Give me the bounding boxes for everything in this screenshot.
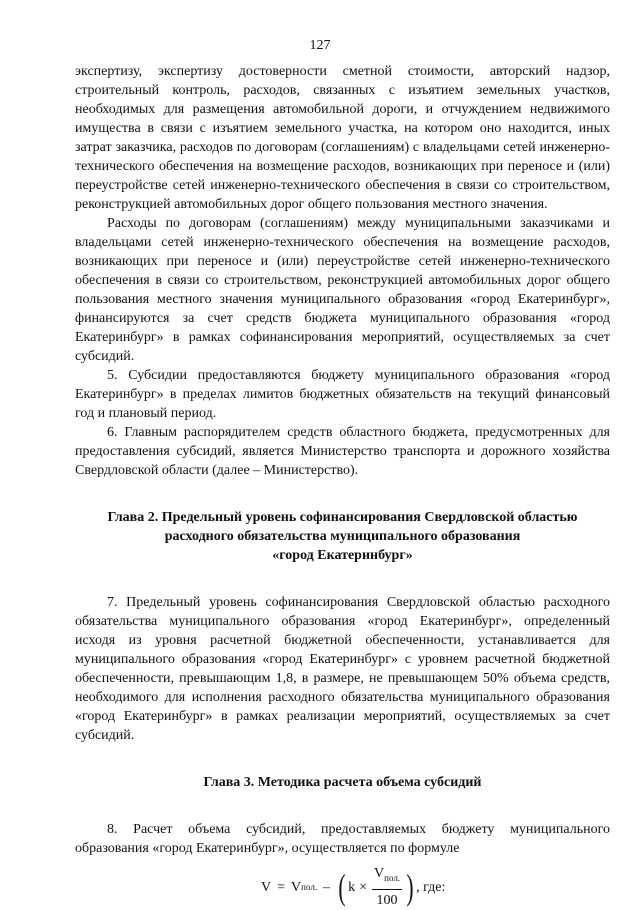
formula-v-subscript: пол. xyxy=(301,881,318,892)
chapter-2-line-3: «город Екатеринбург» xyxy=(272,548,413,563)
fraction-denominator: 100 xyxy=(376,893,398,908)
formula-v: V xyxy=(291,879,302,895)
fraction-numerator xyxy=(372,864,402,890)
page-number: 127 xyxy=(309,38,331,53)
chapter-3-heading: Глава 3. Методика расчета объема субсидий xyxy=(203,775,482,790)
formula-lhs: V xyxy=(261,879,272,895)
paragraph-5: 5. Субсидии предоставляются бюджету муниципального образования «город Екатеринбург» в пределах лимитов бюджетных обязательств на текущий финансовый год и плановый период. xyxy=(75,368,610,421)
paragraph-7: 7. Предельный уровень софинансирования Свердловской областью расходного обязательства муниципального образования «город Екатеринбург», определенный исходя из уровня расчетной бюджетной обеспеченности, устанавливается для муниципального образования «город Екатеринбург» с уровнем расчетной бюджетной обеспеченности, превышающим 1,8, в размере, не превышающем 50% объема средств, необходимого для исполнения расходного обязательства муниципального образования «город Екатеринбург» в рамках реализации мероприятий, осуществляемых за счет субсидий. xyxy=(75,595,610,743)
document-body xyxy=(75,62,610,910)
paragraph-continuation: экспертизу, экспертизу достоверности сметной стоимости, авторский надзор, строительный контроль, расходов, связанных с изъятием земельных участков, необходимых для размещения автомобильной дороги, и отчуждением недвижимого имущества в связи с изъятием земельного участка, на котором оно находится, иных затрат заказчика, расходов по договорам (соглашениям) с владельцами сетей инженерно-технического обеспечения на возмещение расходов, возникающих при переносе и (или) переустройстве сетей инженерно-технического обеспечения в связи со строительством, реконструкцией автомобильных дорог общего пользования местного значения. xyxy=(75,64,610,212)
formula-block xyxy=(75,860,610,910)
formula-k: k xyxy=(348,879,356,895)
formula-equals: = xyxy=(277,879,286,895)
chapter-2-line-2: расходного обязательства муниципального образования xyxy=(164,529,521,544)
formula-fraction xyxy=(372,864,402,910)
chapter-2-line-1: Глава 2. Предельный уровень софинансирования Свердловской областью xyxy=(107,510,578,525)
numerator-subscript: пол. xyxy=(384,873,401,883)
subsidy-formula xyxy=(261,864,445,910)
paragraph-6: 6. Главным распорядителем средств областного бюджета, предусмотренных для предоставления субсидий, является Министерство транспорта и дорожного хозяйства Свердловской области (далее – Министерство). xyxy=(75,425,610,478)
formula-minus: – xyxy=(323,879,331,895)
paragraph-contracts: Расходы по договорам (соглашениям) между муниципальными заказчиками и владельцами сетей инженерно-технического обеспечения на возмещение расходов, возникающих при переносе и (или) переустройстве сетей инженерно-технического обеспечения в связи со строительством, реконструкцией автомобильных дорог общего пользования местного значения муниципального образования «город Екатеринбург», финансируются за счет средств бюджета муниципального образования «город Екатеринбург» в рамках софинансирования мероприятий, осуществляемых за счет субсидий. xyxy=(75,216,610,364)
formula-tail: , где: xyxy=(416,879,446,895)
left-paren: ( xyxy=(338,867,346,907)
numerator-v: V xyxy=(374,866,385,881)
right-paren: ) xyxy=(406,867,414,907)
formula-times: × xyxy=(359,879,368,895)
paragraph-8: 8. Расчет объема субсидий, предоставляемых бюджету муниципального образования «город Екатеринбург», осуществляется по формуле xyxy=(75,822,610,856)
chapter-2-heading xyxy=(75,508,610,565)
